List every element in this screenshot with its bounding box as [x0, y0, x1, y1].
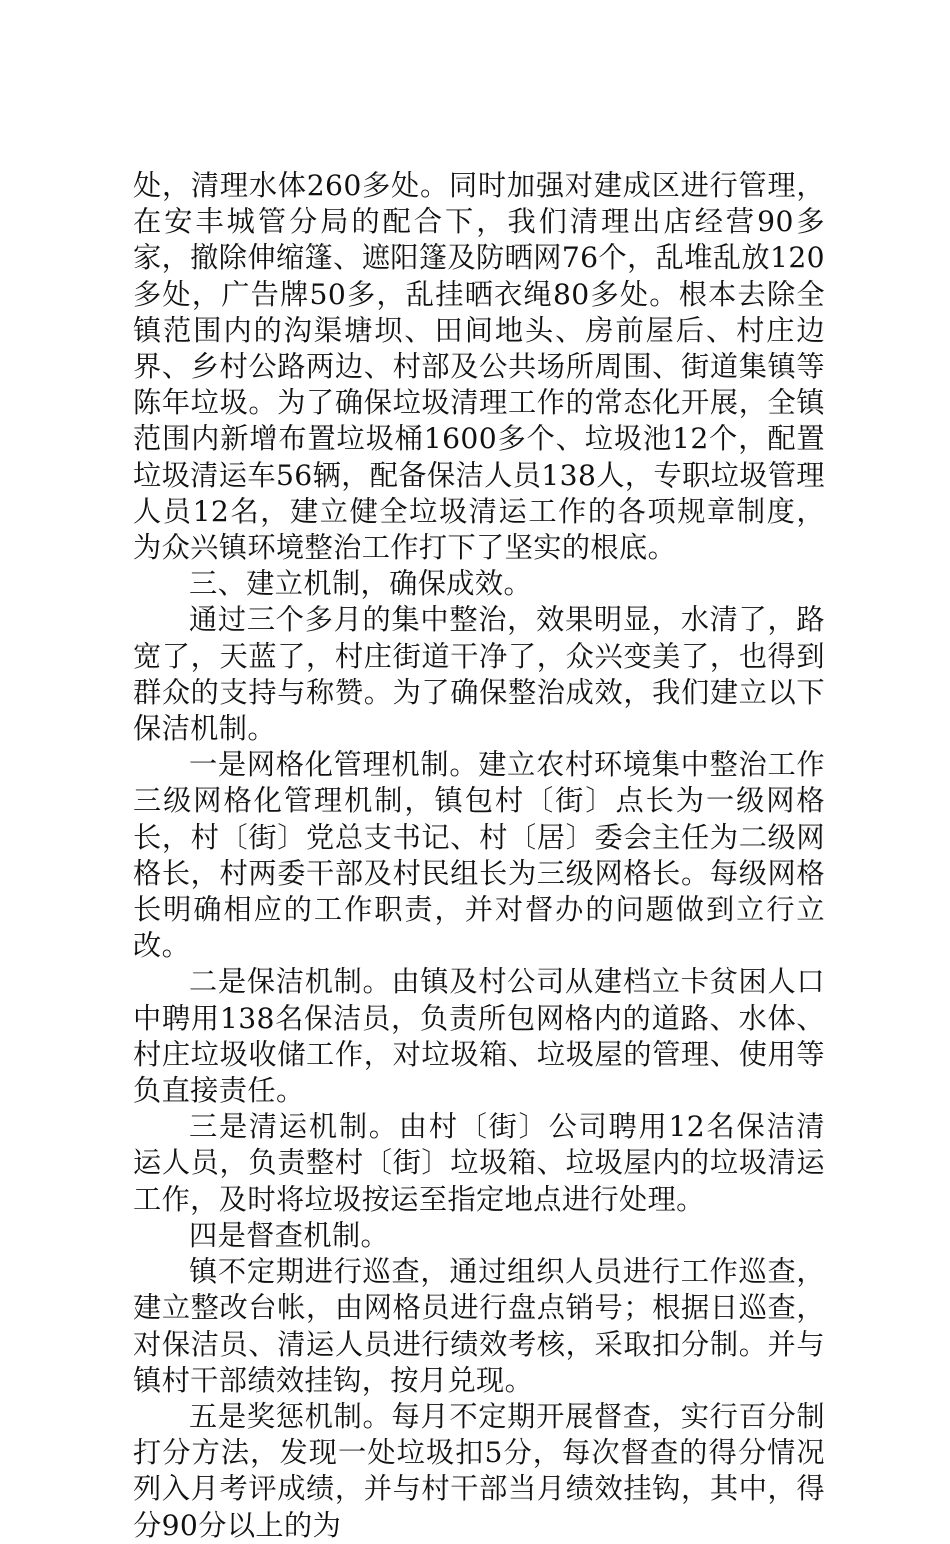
- paragraph-cleaning-mechanism: 二是保洁机制。由镇及村公司从建档立卡贫困人口中聘用138名保洁员，负责所包网格内的道路、水体、村庄垃圾收储工作，对垃圾箱、垃圾屋的管理、使用等负直接责任。: [133, 965, 825, 1108]
- document-body: [133, 168, 825, 1544]
- paragraph-1: 处，清理水体260多处。同时加强对建成区进行管理，在安丰城管分局的配合下，我们清理出店经营90多家，撤除伸缩篷、遮阳篷及防晒网76个，乱堆乱放120多处，广告牌50多，乱挂晒衣绳80多处。根本去除全镇范围内的沟渠塘坝、田间地头、房前屋后、村庄边界、乡村公路两边、村部及公共场所周围、街道集镇等陈年垃圾。为了确保垃圾清理工作的常态化开展，全镇范围内新增布置垃圾桶1600多个、垃圾池12个，配置垃圾清运车56辆，配备保洁人员138人，专职垃圾管理人员12名，建立健全垃圾清运工作的各项规章制度，为众兴镇环境整治工作打下了坚实的根底。: [133, 169, 826, 565]
- section-heading-3: 三、建立机制，确保成效。: [189, 567, 533, 601]
- paragraph-transport-mechanism: 三是清运机制。由村〔街〕公司聘用12名保洁清运人员，负责整村〔街〕垃圾箱、垃圾屋内的垃圾清运工作，及时将垃圾按运至指定地点进行处理。: [133, 1110, 825, 1216]
- paragraph-grid-management: 一是网格化管理机制。建立农村环境集中整治工作三级网格化管理机制，镇包村〔街〕点长为一级网格长，村〔街〕党总支书记、村〔居〕委会主任为二级网格长，村两委干部及村民组长为三级网格长。每级网格长明确相应的工作职责，并对督办的问题做到立行立改。: [133, 748, 825, 963]
- paragraph-2: 通过三个多月的集中整治，效果明显，水清了，路宽了，天蓝了，村庄街道干净了，众兴变美了，也得到群众的支持与称赞。为了确保整治成效，我们建立以下保洁机制。: [133, 603, 825, 746]
- paragraph-reward-penalty: 五是奖惩机制。每月不定期开展督查，实行百分制打分方法，发现一处垃圾扣5分，每次督查的得分情况列入月考评成绩，并与村干部当月绩效挂钩，其中，得分90分以上的为: [133, 1399, 825, 1542]
- paragraph-supervision: 镇不定期进行巡查，通过组织人员进行工作巡查，建立整改台帐，由网格员进行盘点销号；根据日巡查，对保洁员、清运人员进行绩效考核，采取扣分制。并与镇村干部绩效挂钩，按月兑现。: [133, 1255, 825, 1397]
- paragraph-supervision-heading: 四是督查机制。: [189, 1218, 390, 1252]
